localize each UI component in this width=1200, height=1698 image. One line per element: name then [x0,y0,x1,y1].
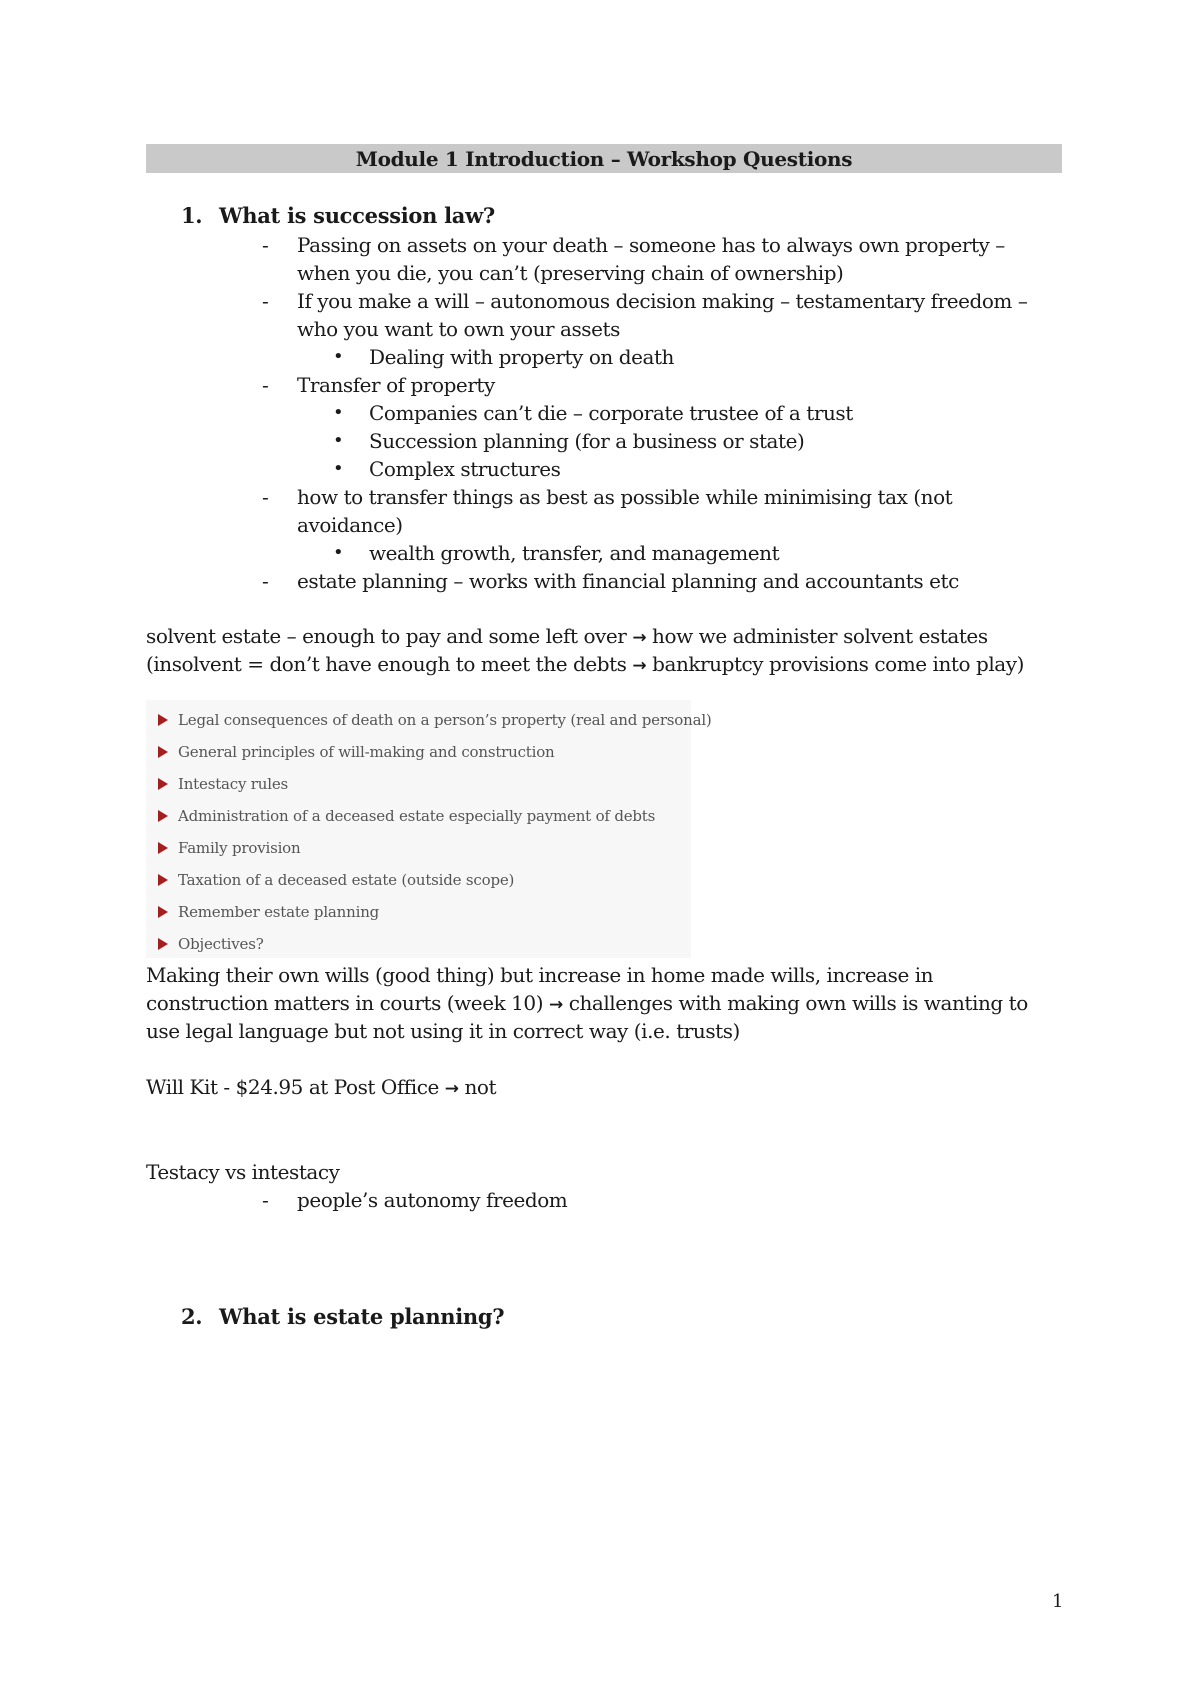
slide-list-item [158,838,300,858]
sub-list-item: Companies can’t die – corporate trustee of a trust [369,401,853,425]
page-number: 1 [1052,1591,1064,1612]
question-1-number: 1. [181,203,203,228]
dash-marker: - [262,1188,269,1212]
text-span: construction matters in courts (week 10) [146,991,544,1015]
slide-item-text: Objectives? [178,935,264,953]
list-item-continuation: when you die, you can’t (preserving chain of ownership) [297,261,844,285]
triangle-bullet-icon [158,746,168,758]
sub-list-item: Dealing with property on death [369,345,674,369]
list-item: people’s autonomy freedom [297,1188,568,1212]
dash-marker: - [262,373,269,397]
question-2-text: What is estate planning? [219,1304,505,1329]
text-span: solvent estate – enough to pay and some left over [146,624,627,648]
list-item: estate planning – works with financial planning and accountants etc [297,569,959,593]
dash-marker: - [262,289,269,313]
bullet-marker: • [333,430,344,451]
page-title: Module 1 Introduction – Workshop Questions [146,144,1062,173]
slide-item-text: Administration of a deceased estate especially payment of debts [178,807,656,825]
list-item: how to transfer things as best as possible while minimising tax (not [297,485,953,509]
paragraph-line [146,650,1024,680]
paragraph-line [146,989,1028,1019]
dash-marker: - [262,569,269,593]
list-item: Passing on assets on your death – someone has to always own property – [297,233,1005,257]
paragraph-line [146,1073,496,1103]
triangle-bullet-icon [158,778,168,790]
text-span: challenges with making own wills is wanting to [568,991,1028,1015]
text-span: how we administer solvent estates [652,624,988,648]
bullet-marker: • [333,458,344,479]
text-span: bankruptcy provisions come into play) [652,652,1024,676]
slide-list-item [158,774,288,794]
paragraph-heading: Testacy vs intestacy [146,1160,340,1184]
text-span: Will Kit - $24.95 at Post Office [146,1075,439,1099]
embedded-slide-image [146,700,712,958]
question-1-text: What is succession law? [219,203,495,228]
paragraph-line: use legal language but not using it in correct way (i.e. trusts) [146,1019,740,1043]
slide-item-text: Family provision [178,839,301,857]
arrow-right-icon: → [632,656,647,676]
paragraph-line: Making their own wills (good thing) but increase in home made wills, increase in [146,963,934,987]
slide-list-item [158,934,264,954]
bullet-marker: • [333,542,344,563]
triangle-bullet-icon [158,906,168,918]
list-item-continuation: who you want to own your assets [297,317,620,341]
list-item: If you make a will – autonomous decision making – testamentary freedom – [297,289,1028,313]
slide-list-item [158,870,514,890]
list-item-continuation: avoidance) [297,513,403,537]
text-span: (insolvent = don’t have enough to meet the debts [146,652,627,676]
question-2-number: 2. [181,1304,203,1329]
triangle-bullet-icon [158,938,168,950]
question-2 [181,1303,504,1331]
question-1 [181,202,495,230]
sub-list-item: Succession planning (for a business or state) [369,429,805,453]
dash-marker: - [262,233,269,257]
slide-item-text: Intestacy rules [178,775,289,793]
arrow-right-icon: → [632,628,647,648]
sub-list-item: wealth growth, transfer, and management [369,541,780,565]
slide-list-item [158,902,379,922]
triangle-bullet-icon [158,810,168,822]
bullet-marker: • [333,346,344,367]
list-item: Transfer of property [297,373,495,397]
slide-list-item [158,806,655,826]
arrow-right-icon: → [548,995,563,1015]
dash-marker: - [262,485,269,509]
slide-list-item [158,742,555,762]
slide-item-text: Legal consequences of death on a person’s property (real and personal) [178,711,712,729]
sub-list-item: Complex structures [369,457,561,481]
arrow-right-icon: → [444,1079,459,1099]
triangle-bullet-icon [158,842,168,854]
slide-list-item [158,710,712,730]
triangle-bullet-icon [158,874,168,886]
slide-item-text: General principles of will-making and construction [178,743,555,761]
slide-item-text: Taxation of a deceased estate (outside scope) [178,871,515,889]
text-span: not [464,1075,497,1099]
paragraph-line [146,622,988,652]
slide-item-text: Remember estate planning [178,903,380,921]
triangle-bullet-icon [158,714,168,726]
bullet-marker: • [333,402,344,423]
